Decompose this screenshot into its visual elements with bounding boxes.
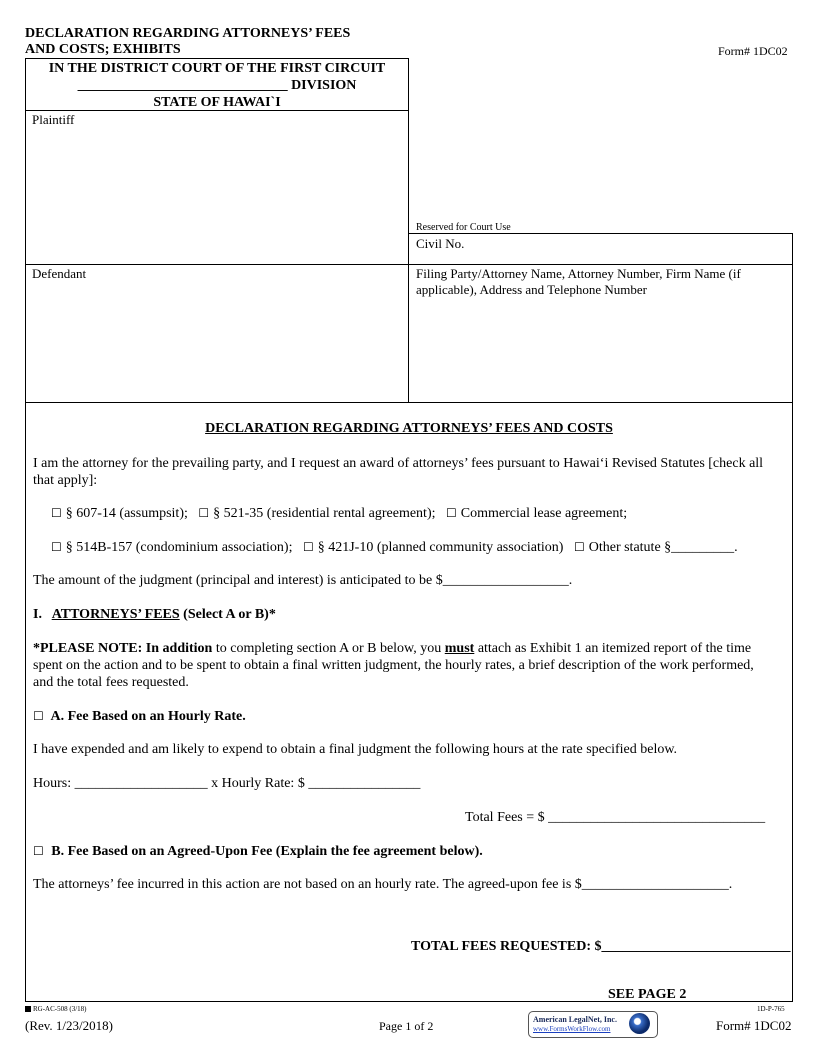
option-a-heading[interactable] — [33, 709, 246, 725]
checkbox-icon[interactable]: ☐ — [51, 540, 62, 554]
form-title — [25, 26, 350, 58]
state-name: STATE OF HAWAI`I — [153, 95, 281, 110]
statute-521-35[interactable] — [198, 506, 435, 521]
note-rest: attach as Exhibit 1 an itemized report of the time spent on the action and to be spent to obtain a final written judgment, the hourly rates, a brief description of the work performed, and the total fees requested. — [33, 641, 754, 690]
section-1-number: I. — [33, 607, 42, 622]
checkbox-icon[interactable]: ☐ — [33, 844, 44, 858]
form-code — [25, 1005, 86, 1013]
outer-right-border — [792, 233, 793, 1002]
statute-421j-10[interactable] — [303, 540, 564, 555]
court-heading — [25, 60, 409, 111]
checkbox-icon[interactable]: ☐ — [51, 506, 62, 520]
court-name: IN THE DISTRICT COURT OF THE FIRST CIRCUIT — [48, 61, 386, 76]
statute-label: § 421J-10 (planned community association) — [317, 540, 564, 555]
american-legalnet-logo[interactable] — [528, 1011, 658, 1038]
defendant-label: Defendant — [32, 266, 87, 281]
statute-label: Other statute §_________. — [588, 540, 738, 555]
court-box-top-border — [25, 58, 409, 59]
logo-url[interactable]: www.FormsWorkFlow.com — [533, 1025, 611, 1033]
section-title: DECLARATION REGARDING ATTORNEYS’ FEES AND COSTS — [205, 421, 613, 436]
logo-company: American LegalNet, Inc. — [533, 1015, 617, 1024]
civil-no-label: Civil No. — [416, 236, 465, 251]
checkbox-icon[interactable]: ☐ — [198, 506, 210, 520]
form-code-icon — [25, 1006, 31, 1012]
globe-icon — [629, 1013, 650, 1034]
option-a-title: A. Fee Based on an Hourly Rate. — [50, 709, 246, 724]
please-note-paragraph — [33, 640, 773, 691]
statute-514b-157[interactable] — [51, 540, 292, 555]
section-1-suffix: (Select A or B)* — [183, 607, 276, 622]
option-a-text: I have expended and am likely to expend to obtain a final judgment the following hours at the rate specified below. — [33, 742, 678, 757]
statute-other[interactable] — [574, 540, 738, 555]
checkbox-icon[interactable]: ☐ — [573, 540, 585, 554]
judgment-amount-line[interactable]: The amount of the judgment (principal and interest) is anticipated to be $__________________. — [33, 573, 573, 588]
outer-left-border — [25, 58, 26, 1002]
division-line — [25, 77, 409, 94]
note-mid: to completing section A or B below, you — [212, 641, 445, 656]
statute-label: § 607-14 (assumpsit); — [65, 506, 188, 521]
note-must: must — [444, 641, 475, 656]
form-code-text: RG-AC-508 (3/18) — [33, 1005, 87, 1013]
statutes-row-1 — [51, 506, 627, 522]
form-number-bottom: Form# 1DC02 — [716, 1018, 792, 1033]
filing-party-label: Filing Party/Attorney Name, Attorney Number, Firm Name (if applicable), Address and Telephone Number — [416, 266, 741, 297]
form-title-line1: DECLARATION REGARDING ATTORNEYS’ FEES — [25, 26, 351, 41]
page-number: Page 1 of 2 — [379, 1019, 434, 1033]
civil-no-top-border — [409, 233, 792, 234]
option-b-heading[interactable] — [33, 844, 483, 860]
division-label: DIVISION — [291, 78, 357, 93]
statute-607-14[interactable] — [51, 506, 188, 521]
hours-rate-line[interactable]: Hours: ___________________ x Hourly Rate: $ ________________ — [33, 776, 421, 791]
option-b-title: B. Fee Based on an Agreed-Upon Fee (Explain the fee agreement below). — [51, 844, 483, 859]
checkbox-icon[interactable]: ☐ — [33, 709, 44, 723]
total-fees-line[interactable]: Total Fees = $ _______________________________ — [465, 810, 766, 825]
division-blank[interactable]: ______________________________ — [77, 78, 288, 93]
checkbox-icon[interactable]: ☐ — [446, 506, 457, 520]
id-code: 1D-P-765 — [757, 1005, 785, 1013]
section-1-heading — [33, 607, 276, 623]
plaintiff-label: Plaintiff — [32, 112, 75, 127]
note-lead: *PLEASE NOTE: In addition — [33, 641, 213, 656]
statute-commercial-lease[interactable] — [446, 506, 627, 521]
form-title-line2: AND COSTS; EXHIBITS — [25, 42, 181, 57]
caption-bottom-border — [25, 402, 793, 403]
form-number-top: Form# 1DC02 — [718, 44, 788, 58]
revision-date: (Rev. 1/23/2018) — [25, 1018, 113, 1033]
section-1-title: ATTORNEYS’ FEES — [51, 607, 180, 622]
see-page-2: SEE PAGE 2 — [608, 987, 687, 1002]
reserved-court-use-label: Reserved for Court Use — [416, 222, 511, 233]
option-b-text[interactable]: The attorneys’ fee incurred in this action are not based on an hourly rate. The agreed-upon fee is $_____________________. — [33, 877, 733, 892]
statute-label: § 514B-157 (condominium association); — [65, 540, 293, 555]
statutes-row-2 — [51, 540, 738, 556]
checkbox-icon[interactable]: ☐ — [302, 540, 314, 554]
statute-label: Commercial lease agreement; — [460, 506, 628, 521]
statute-label: § 521-35 (residential rental agreement); — [213, 506, 436, 521]
intro-paragraph: I am the attorney for the prevailing party, and I request an award of attorneys’ fees pursuant to Hawai‘i Revised Statutes [check all that apply]: — [33, 456, 764, 488]
total-fees-requested[interactable]: TOTAL FEES REQUESTED: $___________________________ — [411, 939, 791, 954]
caption-middle-border — [25, 264, 792, 265]
